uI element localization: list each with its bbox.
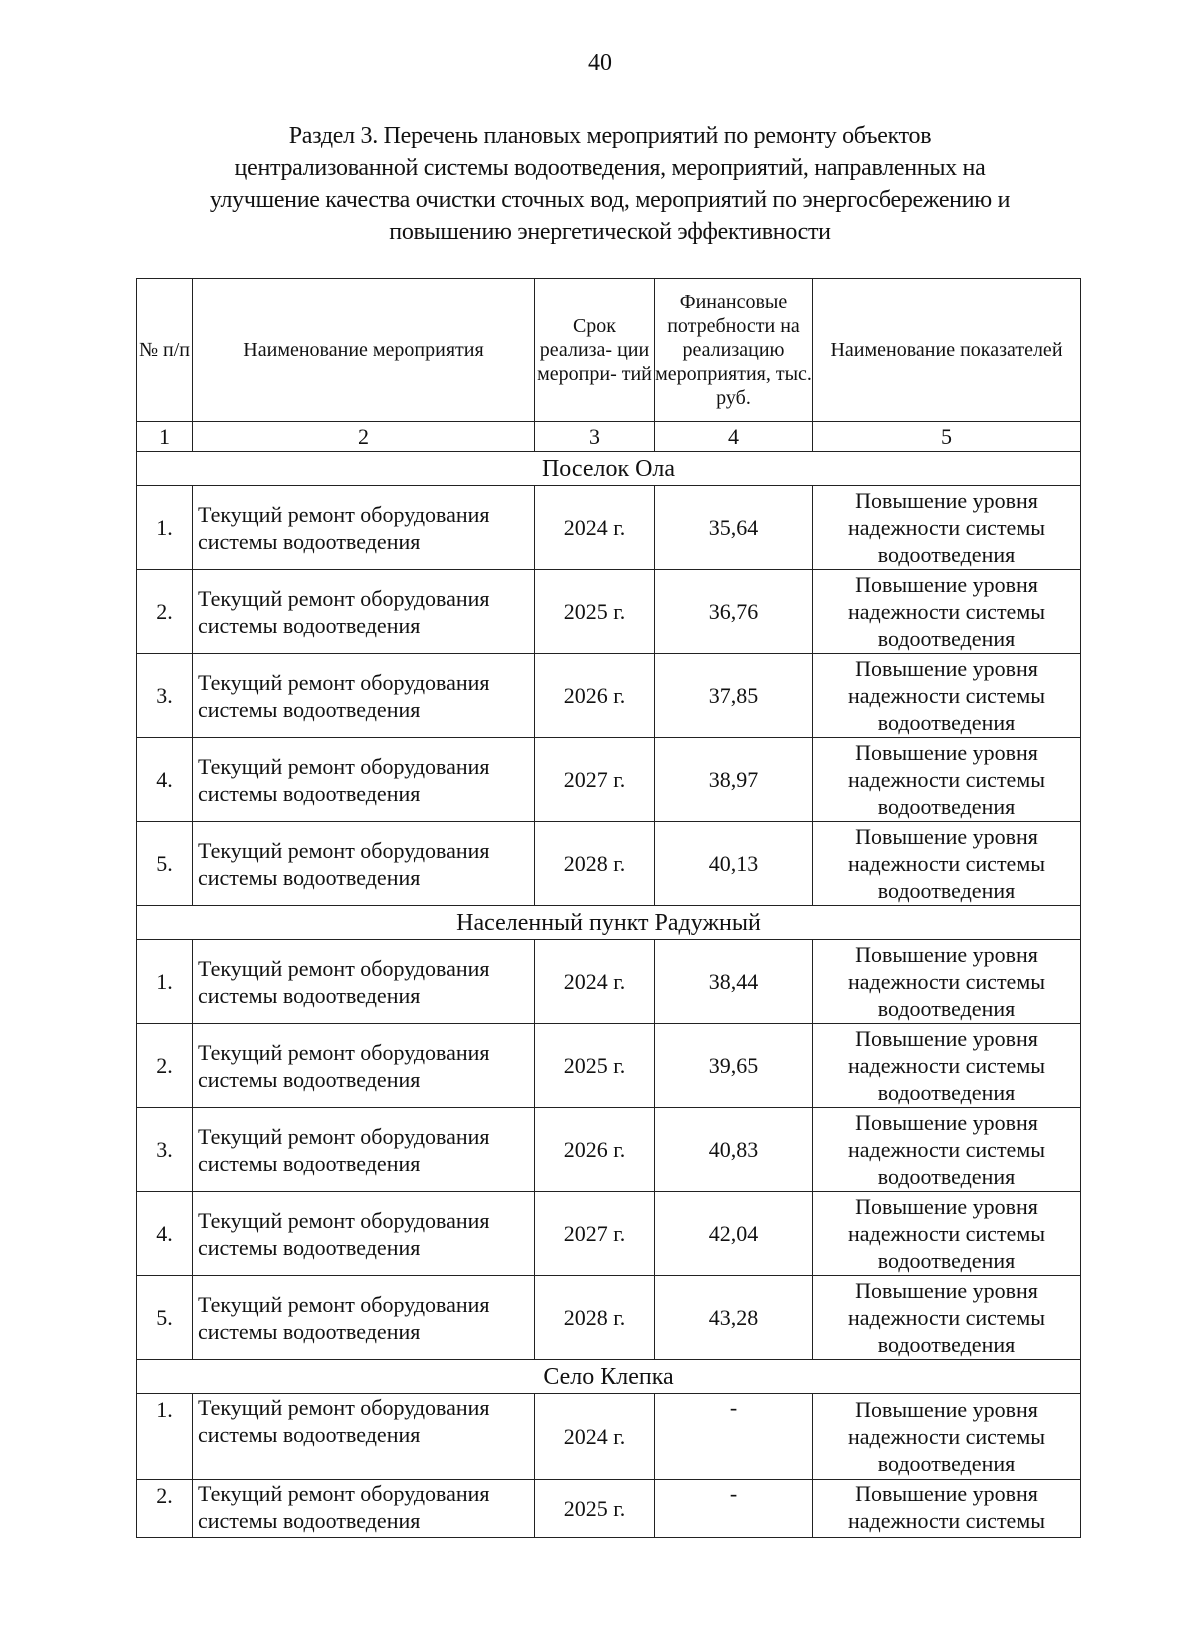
indicator-line: Повышение уровня <box>855 740 1038 765</box>
indicator-line: надежности системы <box>847 1221 1046 1246</box>
section-title-line: Раздел 3. Перечень плановых мероприятий по ремонту объектов <box>288 123 932 149</box>
measure-cost: 40,13 <box>655 822 813 906</box>
indicator-line: водоотведения <box>877 710 1016 735</box>
header-cost: Финансовые потребности на реализацию мероприятия, тыс. руб. <box>655 279 813 422</box>
table-row <box>137 1108 1081 1192</box>
measure-name: Текущий ремонт оборудования системы водоотведения <box>193 486 535 570</box>
measure-cost: - <box>655 1394 813 1480</box>
table-row <box>137 1276 1081 1360</box>
measure-term: 2025 г. <box>535 570 655 654</box>
column-number: 2 <box>193 422 535 452</box>
indicator-line: надежности системы <box>847 1305 1046 1330</box>
table-header-row <box>137 279 1081 422</box>
indicator-name <box>813 1192 1081 1276</box>
header-term: Срок реализа- ции меропри- тий <box>535 279 655 422</box>
measure-cost: 43,28 <box>655 1276 813 1360</box>
indicator-line: Повышение уровня <box>855 1194 1038 1219</box>
indicator-name <box>813 940 1081 1024</box>
group-row <box>137 452 1081 486</box>
page-number: 40 <box>588 50 612 76</box>
section-title-line: повышению энергетической эффективности <box>389 219 831 245</box>
indicator-name <box>813 486 1081 570</box>
column-number: 5 <box>813 422 1081 452</box>
measure-term: 2027 г. <box>535 738 655 822</box>
measure-term: 2026 г. <box>535 1108 655 1192</box>
measure-cost: 40,83 <box>655 1108 813 1192</box>
indicator-line: Повышение уровня <box>855 572 1038 597</box>
indicator-line: надежности системы <box>847 1424 1046 1449</box>
indicator-name <box>813 1276 1081 1360</box>
measure-cost: - <box>655 1480 813 1538</box>
measure-name: Текущий ремонт оборудования системы водоотведения <box>193 1394 535 1480</box>
indicator-line: надежности системы <box>847 683 1046 708</box>
indicator-line: водоотведения <box>877 1080 1016 1105</box>
table-row <box>137 1394 1081 1480</box>
indicator-line: Повышение уровня <box>855 1278 1038 1303</box>
indicator-line: водоотведения <box>877 878 1016 903</box>
indicator-line: водоотведения <box>877 1451 1016 1476</box>
column-number: 4 <box>655 422 813 452</box>
group-title: Населенный пункт Радужный <box>137 906 1081 940</box>
measure-name: Текущий ремонт оборудования системы водоотведения <box>193 738 535 822</box>
measure-term: 2026 г. <box>535 654 655 738</box>
indicator-name <box>813 1108 1081 1192</box>
indicator-line: надежности системы <box>847 599 1046 624</box>
table-row <box>137 486 1081 570</box>
row-number: 2. <box>137 1480 193 1538</box>
indicator-line: водоотведения <box>877 996 1016 1021</box>
indicator-line: надежности системы <box>847 1053 1046 1078</box>
row-number: 1. <box>137 1394 193 1480</box>
measures-table <box>136 278 1081 1538</box>
measure-term: 2024 г. <box>535 486 655 570</box>
table-row <box>137 822 1081 906</box>
measure-name: Текущий ремонт оборудования системы водоотведения <box>193 940 535 1024</box>
group-title: Поселок Ола <box>137 452 1081 486</box>
section-title-line: централизованной системы водоотведения, мероприятий, направленных на <box>234 155 986 181</box>
row-number: 5. <box>137 822 193 906</box>
table-row <box>137 570 1081 654</box>
indicator-line: надежности системы <box>847 851 1046 876</box>
measure-name: Текущий ремонт оборудования системы водоотведения <box>193 654 535 738</box>
measure-name: Текущий ремонт оборудования системы водоотведения <box>193 570 535 654</box>
group-row <box>137 906 1081 940</box>
column-number: 1 <box>137 422 193 452</box>
section-title <box>160 120 1060 248</box>
row-number: 5. <box>137 1276 193 1360</box>
measure-term: 2027 г. <box>535 1192 655 1276</box>
measure-term: 2028 г. <box>535 1276 655 1360</box>
indicator-line: Повышение уровня <box>855 824 1038 849</box>
indicator-name <box>813 654 1081 738</box>
table-row <box>137 940 1081 1024</box>
measure-term: 2025 г. <box>535 1480 655 1538</box>
indicator-line: водоотведения <box>877 626 1016 651</box>
row-number: 2. <box>137 570 193 654</box>
measure-cost: 42,04 <box>655 1192 813 1276</box>
indicator-line: надежности системы <box>847 1137 1046 1162</box>
table-row <box>137 654 1081 738</box>
column-numbers-row <box>137 422 1081 452</box>
row-number: 4. <box>137 1192 193 1276</box>
indicator-name <box>813 1480 1081 1538</box>
indicator-line: Повышение уровня <box>855 942 1038 967</box>
indicator-line: Повышение уровня <box>855 488 1038 513</box>
table-row <box>137 1480 1081 1538</box>
indicator-name <box>813 1024 1081 1108</box>
row-number: 1. <box>137 486 193 570</box>
table-row <box>137 1192 1081 1276</box>
measure-cost: 37,85 <box>655 654 813 738</box>
measure-name: Текущий ремонт оборудования системы водоотведения <box>193 1108 535 1192</box>
row-number: 4. <box>137 738 193 822</box>
header-indicator: Наименование показателей <box>813 279 1081 422</box>
measure-name: Текущий ремонт оборудования системы водоотведения <box>193 1480 535 1538</box>
indicator-line: Повышение уровня <box>855 656 1038 681</box>
group-title: Село Клепка <box>137 1360 1081 1394</box>
indicator-line: надежности системы <box>847 515 1046 540</box>
header-num: № п/п <box>137 279 193 422</box>
indicator-line: Повышение уровня <box>855 1481 1038 1506</box>
indicator-line: надежности системы <box>847 1508 1046 1533</box>
indicator-line: надежности системы <box>847 969 1046 994</box>
table-row <box>137 738 1081 822</box>
indicator-name <box>813 1394 1081 1480</box>
measure-term: 2024 г. <box>535 1394 655 1480</box>
indicator-line: водоотведения <box>877 542 1016 567</box>
measure-cost: 38,44 <box>655 940 813 1024</box>
indicator-line: Повышение уровня <box>855 1397 1038 1422</box>
row-number: 1. <box>137 940 193 1024</box>
section-title-line: улучшение качества очистки сточных вод, мероприятий по энергосбережению и <box>209 187 1011 213</box>
measure-cost: 39,65 <box>655 1024 813 1108</box>
row-number: 3. <box>137 1108 193 1192</box>
table-row <box>137 1024 1081 1108</box>
measure-cost: 36,76 <box>655 570 813 654</box>
group-row <box>137 1360 1081 1394</box>
indicator-line: водоотведения <box>877 1332 1016 1357</box>
header-name: Наименование мероприятия <box>193 279 535 422</box>
measure-name: Текущий ремонт оборудования системы водоотведения <box>193 1024 535 1108</box>
indicator-name <box>813 738 1081 822</box>
indicator-line: надежности системы <box>847 767 1046 792</box>
measure-term: 2025 г. <box>535 1024 655 1108</box>
indicator-name <box>813 822 1081 906</box>
row-number: 2. <box>137 1024 193 1108</box>
measure-name: Текущий ремонт оборудования системы водоотведения <box>193 1276 535 1360</box>
measure-cost: 38,97 <box>655 738 813 822</box>
indicator-name <box>813 570 1081 654</box>
indicator-line: Повышение уровня <box>855 1110 1038 1135</box>
measure-name: Текущий ремонт оборудования системы водоотведения <box>193 822 535 906</box>
measure-cost: 35,64 <box>655 486 813 570</box>
indicator-line: водоотведения <box>877 794 1016 819</box>
row-number: 3. <box>137 654 193 738</box>
measure-name: Текущий ремонт оборудования системы водоотведения <box>193 1192 535 1276</box>
indicator-line: водоотведения <box>877 1248 1016 1273</box>
measure-term: 2024 г. <box>535 940 655 1024</box>
indicator-line: водоотведения <box>877 1164 1016 1189</box>
indicator-line: Повышение уровня <box>855 1026 1038 1051</box>
measure-term: 2028 г. <box>535 822 655 906</box>
column-number: 3 <box>535 422 655 452</box>
